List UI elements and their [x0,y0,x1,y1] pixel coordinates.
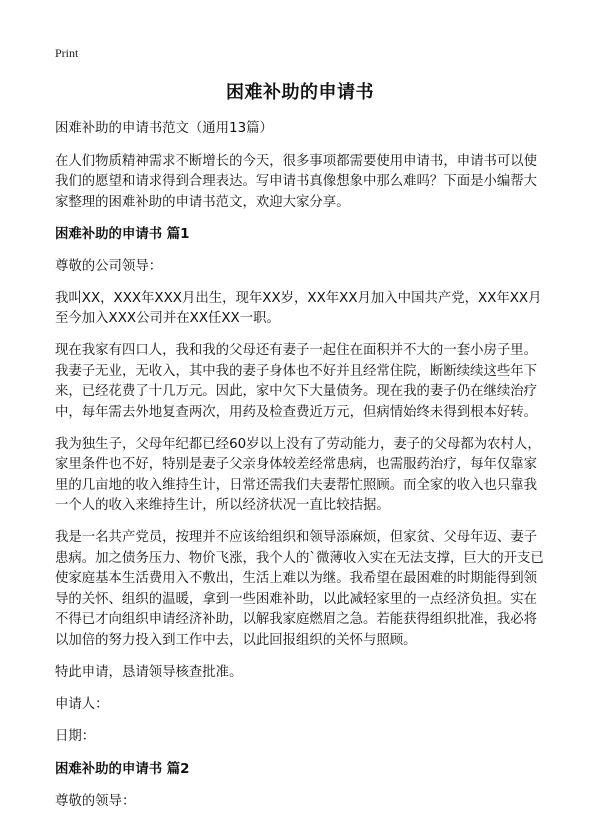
document-subtitle: 困难补助的申请书范文（通用13篇） [55,121,273,136]
intro-paragraph: 在人们物质精神需求不断增长的今天，很多事项都需要使用申请书，申请书可以使我们的愿望和请求得到合理表达。写申请书真像想象中那么难吗？下面是小编帮大家整理的困难补助的申请书范文，欢迎大家分享。 [55,153,538,210]
body-paragraph: 我为独生子，父母年纪都已经60岁以上没有了劳动能力，妻子的父母都为农村人，家里条件也不好，特别是妻子父亲身体较差经常患病，也需服药治疗，每年仅靠家里的几亩地的收入维持生计，日常还需我们夫妻帮忙照顾。而全家的收入也只靠我一个人的收入来维持生计，所以经济状况一直比较拮据。 [55,436,541,513]
salutation-2: 尊敬的领导： [55,793,136,809]
body-paragraph: 我叫XX，XXX年XXX月出生，现年XX岁，XX年XX月加入中国共产党，XX年XX月至今加入XXX公司并在XX任XX一职。 [55,290,542,326]
section-heading-1: 困难补助的申请书 篇1 [55,226,190,242]
page-title: 困难补助的申请书 [226,82,374,103]
date-line: 日期： [55,729,96,744]
section-heading-2: 困难补助的申请书 篇2 [55,761,190,777]
body-paragraph: 我是一名共产党员，按理并不应该给组织和领导添麻烦，但家贫、父母年迈、妻子患病。加之债务压力、物价飞涨，我个人的`微薄收入实在无法支撑，巨大的开支已使家庭基本生活费用入不敷出，生活上难以为继。我希望在最困难的时期能得到领导的关怀、组织的温暖，拿到一些困难补助，以此减轻家里的一点经济负担。实在不得已才向组织申请经济补助，以解我家庭燃眉之急。若能获得组织批准，我必将以加倍的努力投入到工作中去，以此回报组织的关怀与照顾。 [55,530,544,648]
applicant-line: 申请人： [55,696,109,712]
print-label: Print [55,46,79,60]
document-body [55,119,547,824]
closing-paragraph: 特此申请，恳请领导核查批准。 [55,664,243,680]
body-paragraph: 现在我家有四口人，我和我的父母还有妻子一起住在面积并不大的一套小房子里。我妻子无业，无收入，其中我的妻子身体也不好并且经常住院，断断续续这些年下来，已经花费了十几万元。因此，家中欠下大量债务。现在我的妻子仍在继续治疗中，每年需去外地复查两次，用药及检查费近万元，但病情始终未得到根本好转。 [55,343,538,420]
salutation-1: 尊敬的公司领导： [55,258,163,274]
